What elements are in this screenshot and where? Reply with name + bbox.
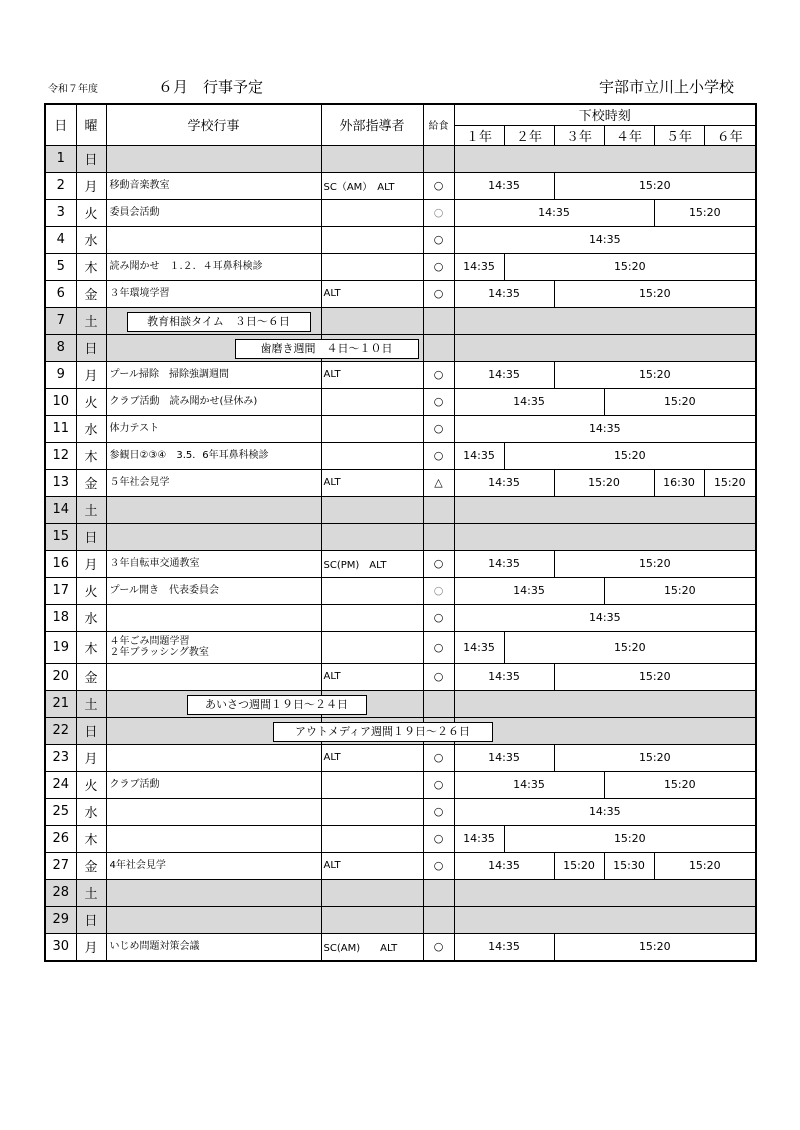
instructor-cell bbox=[321, 906, 423, 933]
table-row bbox=[45, 172, 756, 199]
lunch-cell: ○ bbox=[423, 852, 454, 879]
dismissal-time bbox=[454, 690, 756, 717]
day-cell: 6 bbox=[45, 280, 76, 307]
lunch-cell: △ bbox=[423, 469, 454, 496]
instructor-cell: ALT bbox=[321, 663, 423, 690]
event-cell bbox=[106, 906, 321, 933]
header-weekday: 曜 bbox=[76, 104, 106, 145]
event-cell bbox=[106, 523, 321, 550]
event-cell bbox=[106, 825, 321, 852]
table-row bbox=[45, 690, 756, 717]
header-day: 日 bbox=[45, 104, 76, 145]
dismissal-time: 15:20 bbox=[604, 577, 756, 604]
table-row bbox=[45, 523, 756, 550]
dismissal-time: 15:20 bbox=[704, 469, 756, 496]
table-row bbox=[45, 604, 756, 631]
dismissal-time: 15:20 bbox=[504, 631, 756, 663]
event-cell bbox=[106, 469, 321, 496]
weekday-cell: 月 bbox=[76, 744, 106, 771]
lunch-cell bbox=[423, 496, 454, 523]
dismissal-time: 15:20 bbox=[554, 361, 756, 388]
instructor-cell: ALT bbox=[321, 469, 423, 496]
table-row bbox=[45, 663, 756, 690]
day-cell: 8 bbox=[45, 334, 76, 361]
lunch-cell bbox=[423, 879, 454, 906]
event-cell bbox=[106, 199, 321, 226]
weekday-cell: 水 bbox=[76, 415, 106, 442]
weekday-cell: 土 bbox=[76, 307, 106, 334]
event-text: プール開き 代表委員会 bbox=[109, 585, 219, 596]
day-cell: 4 bbox=[45, 226, 76, 253]
table-row bbox=[45, 879, 756, 906]
event-cell bbox=[106, 852, 321, 879]
dismissal-time: 15:20 bbox=[554, 469, 654, 496]
dismissal-time: 15:20 bbox=[504, 442, 756, 469]
period-banner: あいさつ週間１９日～２４日 bbox=[187, 695, 367, 715]
event-text: ３年自転車交通教室 bbox=[109, 558, 200, 569]
event-cell bbox=[106, 933, 321, 961]
dismissal-time: 14:35 bbox=[454, 199, 654, 226]
dismissal-time: 14:35 bbox=[454, 253, 504, 280]
weekday-cell: 火 bbox=[76, 388, 106, 415]
weekday-cell: 火 bbox=[76, 199, 106, 226]
dismissal-time bbox=[454, 879, 756, 906]
day-cell: 24 bbox=[45, 771, 76, 798]
event-cell bbox=[106, 604, 321, 631]
event-cell bbox=[106, 307, 321, 334]
weekday-cell: 日 bbox=[76, 145, 106, 172]
dismissal-time: 14:35 bbox=[454, 172, 554, 199]
header-grade: １年 bbox=[454, 125, 504, 145]
day-cell: 12 bbox=[45, 442, 76, 469]
day-cell: 13 bbox=[45, 469, 76, 496]
event-cell bbox=[106, 226, 321, 253]
instructor-cell bbox=[321, 307, 423, 334]
period-banner: 歯磨き週間 ４日～１０日 bbox=[235, 339, 419, 359]
event-cell bbox=[106, 690, 348, 717]
lunch-cell: ○ bbox=[423, 226, 454, 253]
period-banner: 教育相談タイム ３日～６日 bbox=[127, 312, 311, 332]
day-cell: 25 bbox=[45, 798, 76, 825]
event-text: 委員会活動 bbox=[109, 207, 160, 218]
header-grade: ３年 bbox=[554, 125, 604, 145]
table-row bbox=[45, 577, 756, 604]
dismissal-time bbox=[454, 717, 756, 744]
event-cell bbox=[106, 771, 321, 798]
day-cell: 7 bbox=[45, 307, 76, 334]
day-cell: 15 bbox=[45, 523, 76, 550]
instructor-cell bbox=[321, 145, 423, 172]
lunch-cell: ○ bbox=[423, 825, 454, 852]
event-text: クラブ活動 bbox=[109, 779, 160, 790]
day-cell: 14 bbox=[45, 496, 76, 523]
weekday-cell: 金 bbox=[76, 469, 106, 496]
dismissal-time bbox=[454, 906, 756, 933]
instructor-cell: SC(PM) ALT bbox=[321, 550, 423, 577]
lunch-cell bbox=[423, 906, 454, 933]
lunch-cell: ○ bbox=[423, 577, 454, 604]
lunch-cell: ○ bbox=[423, 550, 454, 577]
table-row bbox=[45, 307, 756, 334]
dismissal-time: 14:35 bbox=[454, 361, 554, 388]
dismissal-time: 14:35 bbox=[454, 631, 504, 663]
instructor-cell bbox=[321, 199, 423, 226]
day-cell: 27 bbox=[45, 852, 76, 879]
day-cell: 19 bbox=[45, 631, 76, 663]
event-cell bbox=[106, 550, 321, 577]
instructor-cell bbox=[321, 523, 423, 550]
dismissal-time: 15:20 bbox=[554, 663, 756, 690]
dismissal-time bbox=[454, 307, 756, 334]
weekday-cell: 火 bbox=[76, 577, 106, 604]
event-cell bbox=[106, 744, 321, 771]
event-text: いじめ問題対策会議 bbox=[109, 941, 200, 952]
instructor-cell: ALT bbox=[321, 744, 423, 771]
dismissal-time: 15:20 bbox=[654, 852, 756, 879]
dismissal-time: 14:35 bbox=[454, 226, 756, 253]
instructor-cell bbox=[321, 496, 423, 523]
event-cell bbox=[106, 879, 321, 906]
weekday-cell: 木 bbox=[76, 442, 106, 469]
event-cell bbox=[106, 145, 321, 172]
instructor-cell: SC(AM) ALT bbox=[321, 933, 423, 961]
header-grade: ６年 bbox=[704, 125, 756, 145]
instructor-cell bbox=[321, 879, 423, 906]
table-row bbox=[45, 550, 756, 577]
dismissal-time bbox=[454, 496, 756, 523]
day-cell: 30 bbox=[45, 933, 76, 961]
event-cell bbox=[106, 253, 321, 280]
instructor-cell bbox=[321, 631, 423, 663]
weekday-cell: 日 bbox=[76, 717, 106, 744]
lunch-cell: ○ bbox=[423, 280, 454, 307]
table-row bbox=[45, 744, 756, 771]
dismissal-time bbox=[454, 523, 756, 550]
lunch-cell: ○ bbox=[423, 388, 454, 415]
event-cell bbox=[106, 415, 321, 442]
event-cell bbox=[106, 663, 321, 690]
weekday-cell: 水 bbox=[76, 604, 106, 631]
dismissal-time: 15:20 bbox=[554, 933, 756, 961]
header-grade: ２年 bbox=[504, 125, 554, 145]
dismissal-time: 14:35 bbox=[454, 744, 554, 771]
event-cell bbox=[106, 388, 321, 415]
day-cell: 17 bbox=[45, 577, 76, 604]
event-cell bbox=[106, 172, 321, 199]
header-dismissal: 下校時刻 bbox=[454, 104, 756, 125]
instructor-cell: ALT bbox=[321, 852, 423, 879]
event-cell bbox=[106, 442, 321, 469]
event-cell bbox=[106, 334, 393, 361]
dismissal-time: 14:35 bbox=[454, 442, 504, 469]
instructor-cell bbox=[321, 388, 423, 415]
table-row bbox=[45, 717, 756, 744]
lunch-cell: ○ bbox=[423, 933, 454, 961]
table-row bbox=[45, 496, 756, 523]
weekday-cell: 月 bbox=[76, 172, 106, 199]
weekday-cell: 月 bbox=[76, 550, 106, 577]
schedule-table bbox=[44, 103, 757, 962]
table-row bbox=[45, 469, 756, 496]
day-cell: 3 bbox=[45, 199, 76, 226]
dismissal-time: 14:35 bbox=[454, 550, 554, 577]
lunch-cell: ○ bbox=[423, 415, 454, 442]
instructor-cell bbox=[321, 604, 423, 631]
dismissal-time: 14:35 bbox=[454, 771, 604, 798]
event-cell bbox=[106, 496, 321, 523]
dismissal-time: 15:20 bbox=[554, 852, 604, 879]
dismissal-time: 14:35 bbox=[454, 577, 604, 604]
event-cell bbox=[106, 577, 321, 604]
period-banner: アウトメディア週間１９日～２６日 bbox=[273, 722, 493, 742]
weekday-cell: 土 bbox=[76, 879, 106, 906]
weekday-cell: 水 bbox=[76, 798, 106, 825]
lunch-cell bbox=[423, 307, 454, 334]
dismissal-time: 15:20 bbox=[554, 280, 756, 307]
day-cell: 9 bbox=[45, 361, 76, 388]
lunch-cell: ○ bbox=[423, 663, 454, 690]
table-row bbox=[45, 852, 756, 879]
day-cell: 2 bbox=[45, 172, 76, 199]
weekday-cell: 土 bbox=[76, 690, 106, 717]
day-cell: 11 bbox=[45, 415, 76, 442]
weekday-cell: 火 bbox=[76, 771, 106, 798]
dismissal-time: 14:35 bbox=[454, 469, 554, 496]
dismissal-time: 14:35 bbox=[454, 280, 554, 307]
table-row bbox=[45, 145, 756, 172]
lunch-cell: ○ bbox=[423, 361, 454, 388]
dismissal-time: 14:35 bbox=[454, 825, 504, 852]
instructor-cell: SC（AM） ALT bbox=[321, 172, 423, 199]
day-cell: 23 bbox=[45, 744, 76, 771]
lunch-cell: ○ bbox=[423, 253, 454, 280]
dismissal-time: 14:35 bbox=[454, 604, 756, 631]
day-cell: 22 bbox=[45, 717, 76, 744]
weekday-cell: 木 bbox=[76, 253, 106, 280]
instructor-cell: ALT bbox=[321, 361, 423, 388]
dismissal-time: 14:35 bbox=[454, 663, 554, 690]
weekday-cell: 月 bbox=[76, 933, 106, 961]
lunch-cell bbox=[423, 145, 454, 172]
event-cell bbox=[106, 280, 321, 307]
event-cell bbox=[106, 631, 321, 663]
instructor-cell bbox=[321, 798, 423, 825]
instructor-cell bbox=[321, 577, 423, 604]
table-row bbox=[45, 798, 756, 825]
header-grade: ４年 bbox=[604, 125, 654, 145]
day-cell: 1 bbox=[45, 145, 76, 172]
weekday-cell: 日 bbox=[76, 523, 106, 550]
event-cell bbox=[106, 798, 321, 825]
dismissal-time: 15:20 bbox=[504, 253, 756, 280]
event-text: クラブ活動 読み聞かせ(昼休み) bbox=[109, 396, 258, 407]
dismissal-time: 15:20 bbox=[554, 172, 756, 199]
lunch-cell: ○ bbox=[423, 172, 454, 199]
dismissal-time: 14:35 bbox=[454, 798, 756, 825]
dismissal-time: 15:20 bbox=[504, 825, 756, 852]
table-row bbox=[45, 631, 756, 663]
table-row bbox=[45, 226, 756, 253]
dismissal-time: 15:30 bbox=[604, 852, 654, 879]
table-row bbox=[45, 933, 756, 961]
day-cell: 29 bbox=[45, 906, 76, 933]
event-text: 読み聞かせ １.２．４耳鼻科検診 bbox=[109, 261, 263, 272]
weekday-cell: 金 bbox=[76, 663, 106, 690]
lunch-cell: ○ bbox=[423, 199, 454, 226]
header-lunch: 給食 bbox=[423, 104, 454, 145]
table-row bbox=[45, 388, 756, 415]
header-grade: ５年 bbox=[654, 125, 704, 145]
schedule-body bbox=[45, 145, 756, 961]
table-row bbox=[45, 906, 756, 933]
day-cell: 16 bbox=[45, 550, 76, 577]
event-text: プール掃除 掃除強調週間 bbox=[109, 369, 229, 380]
day-cell: 20 bbox=[45, 663, 76, 690]
event-text: 移動音楽教室 bbox=[109, 180, 170, 191]
table-row bbox=[45, 280, 756, 307]
event-cell bbox=[106, 361, 321, 388]
instructor-cell: ALT bbox=[321, 280, 423, 307]
event-text: ４年ごみ問題学習 bbox=[109, 636, 190, 647]
instructor-cell bbox=[321, 226, 423, 253]
weekday-cell: 水 bbox=[76, 226, 106, 253]
day-cell: 18 bbox=[45, 604, 76, 631]
dismissal-time: 15:20 bbox=[604, 388, 756, 415]
table-row bbox=[45, 442, 756, 469]
day-cell: 26 bbox=[45, 825, 76, 852]
lunch-cell: ○ bbox=[423, 744, 454, 771]
weekday-cell: 木 bbox=[76, 631, 106, 663]
instructor-cell bbox=[321, 771, 423, 798]
lunch-cell: ○ bbox=[423, 631, 454, 663]
dismissal-time: 14:35 bbox=[454, 933, 554, 961]
dismissal-time: 14:35 bbox=[454, 388, 604, 415]
dismissal-time: 15:20 bbox=[554, 550, 756, 577]
dismissal-time: 16:30 bbox=[654, 469, 704, 496]
weekday-cell: 月 bbox=[76, 361, 106, 388]
header-instructor: 外部指導者 bbox=[321, 104, 423, 145]
page-title: ６月 行事予定 bbox=[158, 78, 264, 96]
dismissal-time: 15:20 bbox=[654, 199, 756, 226]
table-row bbox=[45, 361, 756, 388]
table-row bbox=[45, 415, 756, 442]
lunch-cell: ○ bbox=[423, 798, 454, 825]
dismissal-time bbox=[454, 334, 756, 361]
dismissal-time bbox=[454, 145, 756, 172]
instructor-cell bbox=[321, 442, 423, 469]
weekday-cell: 金 bbox=[76, 280, 106, 307]
lunch-cell bbox=[423, 690, 454, 717]
weekday-cell: 木 bbox=[76, 825, 106, 852]
day-cell: 10 bbox=[45, 388, 76, 415]
event-text: ３年環境学習 bbox=[109, 288, 170, 299]
table-row bbox=[45, 825, 756, 852]
weekday-cell: 日 bbox=[76, 334, 106, 361]
table-row bbox=[45, 199, 756, 226]
dismissal-time: 15:20 bbox=[554, 744, 756, 771]
event-text: 体力テスト bbox=[109, 423, 160, 434]
weekday-cell: 金 bbox=[76, 852, 106, 879]
day-cell: 28 bbox=[45, 879, 76, 906]
lunch-cell bbox=[423, 334, 454, 361]
day-cell: 5 bbox=[45, 253, 76, 280]
lunch-cell: ○ bbox=[423, 604, 454, 631]
table-row bbox=[45, 334, 756, 361]
weekday-cell: 日 bbox=[76, 906, 106, 933]
event-cell bbox=[106, 717, 470, 744]
dismissal-time: 15:20 bbox=[604, 771, 756, 798]
day-cell: 21 bbox=[45, 690, 76, 717]
event-text: 参観日②③④ 3.5．6年耳鼻科検診 bbox=[109, 450, 269, 461]
instructor-cell bbox=[321, 825, 423, 852]
school-name: 宇部市立川上小学校 bbox=[598, 78, 734, 96]
lunch-cell bbox=[423, 523, 454, 550]
event-text: ２年ブラッシング教室 bbox=[109, 647, 209, 658]
table-row bbox=[45, 253, 756, 280]
event-text: 4年社会見学 bbox=[109, 860, 166, 871]
header-events: 学校行事 bbox=[106, 104, 321, 145]
weekday-cell: 土 bbox=[76, 496, 106, 523]
event-text: ５年社会見学 bbox=[109, 477, 170, 488]
dismissal-time: 14:35 bbox=[454, 852, 554, 879]
dismissal-time: 14:35 bbox=[454, 415, 756, 442]
lunch-cell: ○ bbox=[423, 442, 454, 469]
instructor-cell bbox=[321, 415, 423, 442]
table-row bbox=[45, 771, 756, 798]
fiscal-year-label: 令和７年度 bbox=[48, 84, 98, 95]
lunch-cell: ○ bbox=[423, 771, 454, 798]
instructor-cell bbox=[321, 253, 423, 280]
